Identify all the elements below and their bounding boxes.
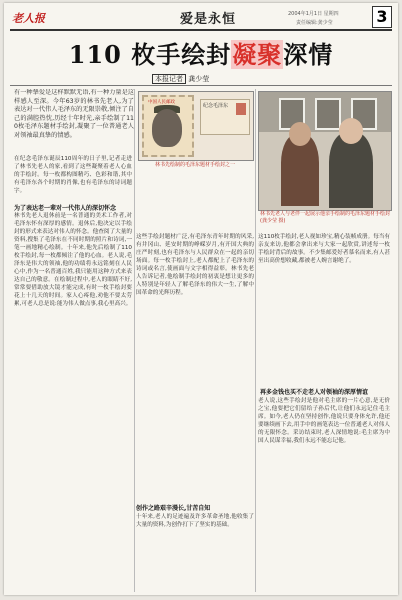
envelope-stamp	[236, 103, 246, 115]
header-divider	[10, 29, 392, 31]
column-divider	[134, 89, 135, 592]
article-col1: 在纪念毛泽东诞辰110周年的日子里,记者走进了林书先老人的家,看到了这些凝聚着老人心血的手绘封。每一枚都构图精巧、色彩和谐,其中有毛泽东各个时期的肖像,也有毛泽东的诗词题字。	[14, 156, 132, 194]
article-col3b: 老人说,这些手绘封是他对毛主席的一片心意,是无价之宝,他要把它们留给子孙后代,让他们永远记住毛主席。如今,老人仍在坚持创作,他说只要身体允许,他还要继续画下去,用手中的画笔表达一位普通老人对伟人的无限怀念。采访结束时,老人深情地说:毛主席为中国人民谋幸福,我们永远不能忘记他。	[258, 398, 390, 444]
stamp-tag: 中国人民邮政	[148, 100, 175, 105]
wall-frame	[315, 98, 341, 130]
photo2-caption: 林书先老人与老伴一起展示他亲手绘制的毛泽东题材手绘封(龚少莹 摄)	[260, 211, 391, 224]
man-head	[339, 118, 363, 144]
byline	[152, 74, 209, 84]
woman-head	[289, 122, 311, 146]
article-col3: 这110枚手绘封,老人视如珍宝,精心装帧成册。每当有亲友来访,他都会拿出来与大家一起欣赏,讲述每一枚手绘封背后的故事。不少集邮爱好者慕名而来,有人甚至出高价想收藏,都被老人婉言谢绝了。	[258, 234, 390, 264]
subheading-3: 再多金钱也买不走老人对领袖的深厚情谊	[260, 389, 369, 396]
portrait-figure	[152, 109, 182, 147]
couple-photo	[258, 91, 392, 211]
newspaper-logo: 老人报	[12, 12, 45, 25]
headline-divider	[10, 85, 392, 86]
column-divider	[255, 89, 256, 592]
issue-date: 2004年1月1日 星期四	[288, 11, 339, 17]
column-title: 爱是永恒	[180, 12, 237, 27]
article-col1b: 林书先老人退休前是一名普通的美术工作者,对毛泽东怀有深厚的感情。退休后,他决定以手绘封的形式来表达对伟人的怀念。他查阅了大量的资料,搜集了毛泽东在不同时期的照片和诗词,一笔一画地精心绘制。十年来,他先后绘制了110枚手绘封,每一枚都倾注了他的心血。老人说,毛泽东是伟大的领袖,他的功绩将永远铭刻在人民心中,作为一名普通百姓,我只能用这种方式来表达自己的敬意。在绘制过程中,老人的眼睛不好,常常要借助放大镜才能完成,有时一枚手绘封要花上十几天的时间。家人心疼他,劝他不要太劳累,可老人总是说:能为伟人做点事,我心里高兴。	[14, 213, 132, 307]
photo1-caption: 林书先绘制的毛泽东题材手绘封之一	[154, 162, 235, 168]
envelope-text: 纪念毛泽东	[203, 103, 229, 109]
mao-portrait-stamp	[142, 95, 194, 157]
editor-credit: 责任编辑:龚少莹	[296, 20, 333, 26]
subheading-1: 为了表达老一辈对一代伟人的深切怀念	[14, 205, 117, 212]
newspaper-page	[4, 3, 398, 595]
subheading-2: 创作之路艰辛漫长,甘苦自知	[136, 505, 211, 512]
byline-box: 本报记者	[152, 74, 186, 84]
lead-paragraph: 有一种挚爱是这样默默无语,有一种力量是这样感人至深。今年63岁的林书先老人,为了表达对一代伟人毛泽东的无限崇敬,倾注了自己的满腔热忱,历经十年时光,亲手绘制了110枚毛泽东题材手绘封,凝聚了一位普通老人对领袖最真挚的情感。	[14, 89, 134, 139]
hand-painted-envelope	[200, 99, 250, 135]
page-number: 3	[372, 6, 392, 28]
article-col2: 这些手绘封题材广泛,有毛泽东青年时期的风采,有井冈山、延安时期的峥嵘岁月,有开国大典的庄严时刻,也有毛泽东与人民群众在一起的亲切场面。每一枚手绘封上,老人都配上了毛泽东的诗词或名言,使画面与文字相得益彰。林书先老人告诉记者,他绘制手绘封的初衷是想让更多的人特别是年轻人了解毛泽东的伟大一生,了解中国革命的光辉历程。	[136, 234, 254, 296]
headline-part2: 深情	[283, 40, 334, 69]
article-col2b: 十年来,老人的足迹遍及许多革命圣地,他收集了大量的资料,为创作打下了坚实的基础。	[136, 514, 254, 528]
headline-part1: 110 枚手绘封	[68, 40, 232, 69]
headline-highlight: 凝聚	[232, 40, 283, 69]
headline	[4, 35, 398, 70]
byline-author: 龚少莹	[188, 75, 210, 83]
